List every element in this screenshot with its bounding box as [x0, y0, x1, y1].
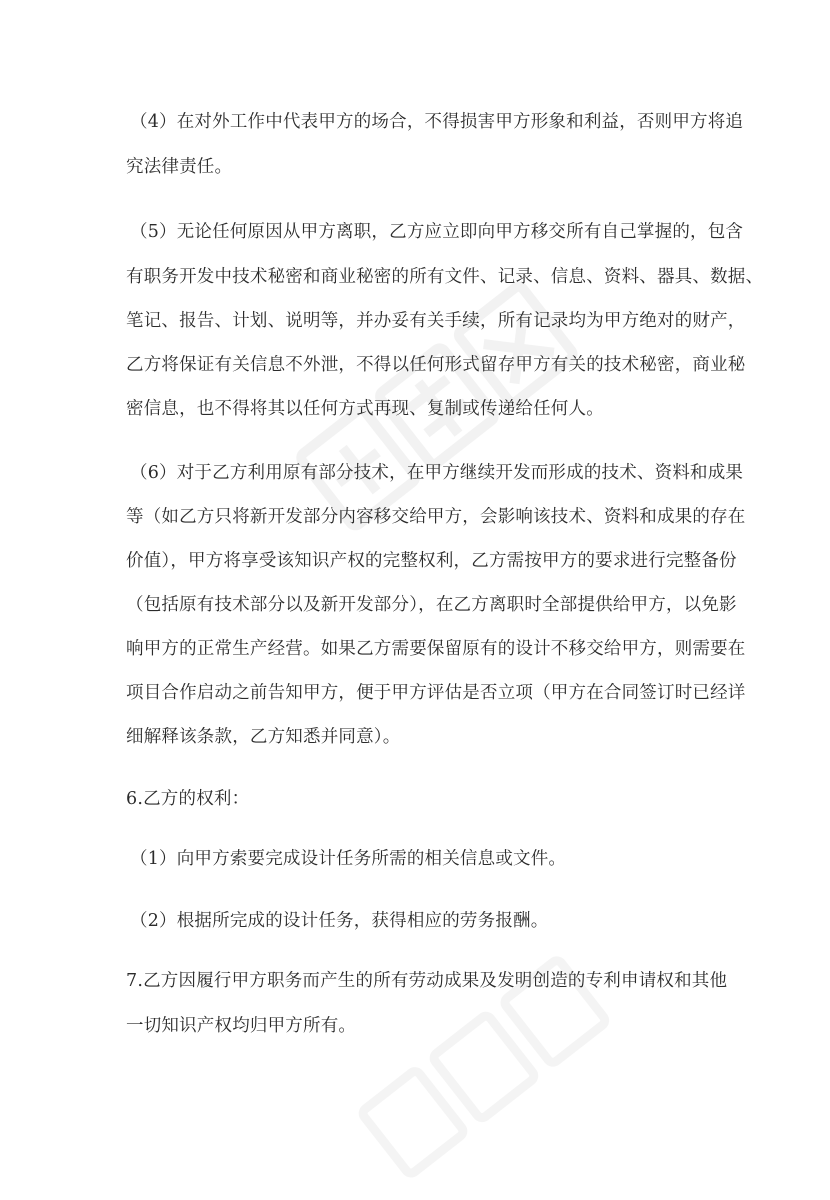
paragraph-6-line-2: 等（如乙方只将新开发部分内容移交给甲方，会影响该技术、资料和成果的存在 — [126, 507, 746, 527]
paragraph-6-line-7: 细解释该条款，乙方知悉并同意）。 — [126, 727, 401, 747]
paragraph-5-line-1: （5）无论任何原因从甲方离职，乙方应立即向甲方移交所有自己掌握的，包含 — [130, 222, 744, 242]
paragraph-5-line-2: 有职务开发中技术秘密和商业秘密的所有文件、记录、信息、资料、器具、数据、 — [126, 267, 764, 287]
paragraph-5-line-5: 密信息，也不得将其以任何方式再现、复制或传递给任何人。 — [126, 399, 604, 419]
section-6-heading: 6.乙方的权利： — [126, 789, 250, 809]
section-7-line-2: 一切知识产权均归甲方所有。 — [126, 1016, 357, 1036]
section-6-item-2: （2）根据所完成的设计任务，获得相应的劳务报酬。 — [130, 911, 549, 931]
section-6-item-1: （1）向甲方索要完成设计任务所需的相关信息或文件。 — [130, 849, 567, 869]
paragraph-6-line-1: （6）对于乙方利用原有部分技术，在甲方继续开发而形成的技术、资料和成果 — [130, 463, 744, 483]
paragraph-6-line-6: 项目合作启动之前告知甲方，便于甲方评估是否立项（甲方在合同签订时已经详 — [126, 683, 746, 703]
paragraph-6-line-4: （包括原有技术部分以及新开发部分），在乙方离职时全部提供给甲方，以免影 — [126, 595, 737, 615]
paragraph-6-line-3: 价值），甲方将享受该知识产权的完整权利，乙方需按甲方的要求进行完整备份 — [126, 551, 737, 571]
paragraph-4-line-2: 究法律责任。 — [126, 157, 233, 177]
paragraph-5-line-4: 乙方将保证有关信息不外泄，不得以任何形式留存甲方有关的技术秘密，商业秘 — [126, 355, 746, 375]
paragraph-4-line-1: （4）在对外工作中代表甲方的场合，不得损害甲方形象和利益，否则甲方将追 — [130, 112, 744, 132]
paragraph-5-line-3: 笔记、报告、计划、说明等，并办妥有关手续，所有记录均为甲方绝对的财产， — [126, 311, 746, 331]
section-7-line-1: 7.乙方因履行甲方职务而产生的所有劳动成果及发明创造的专利申请权和其他 — [126, 971, 728, 991]
paragraph-6-line-5: 响甲方的正常生产经营。如果乙方需要保留原有的设计不移交给甲方，则需要在 — [126, 639, 746, 659]
